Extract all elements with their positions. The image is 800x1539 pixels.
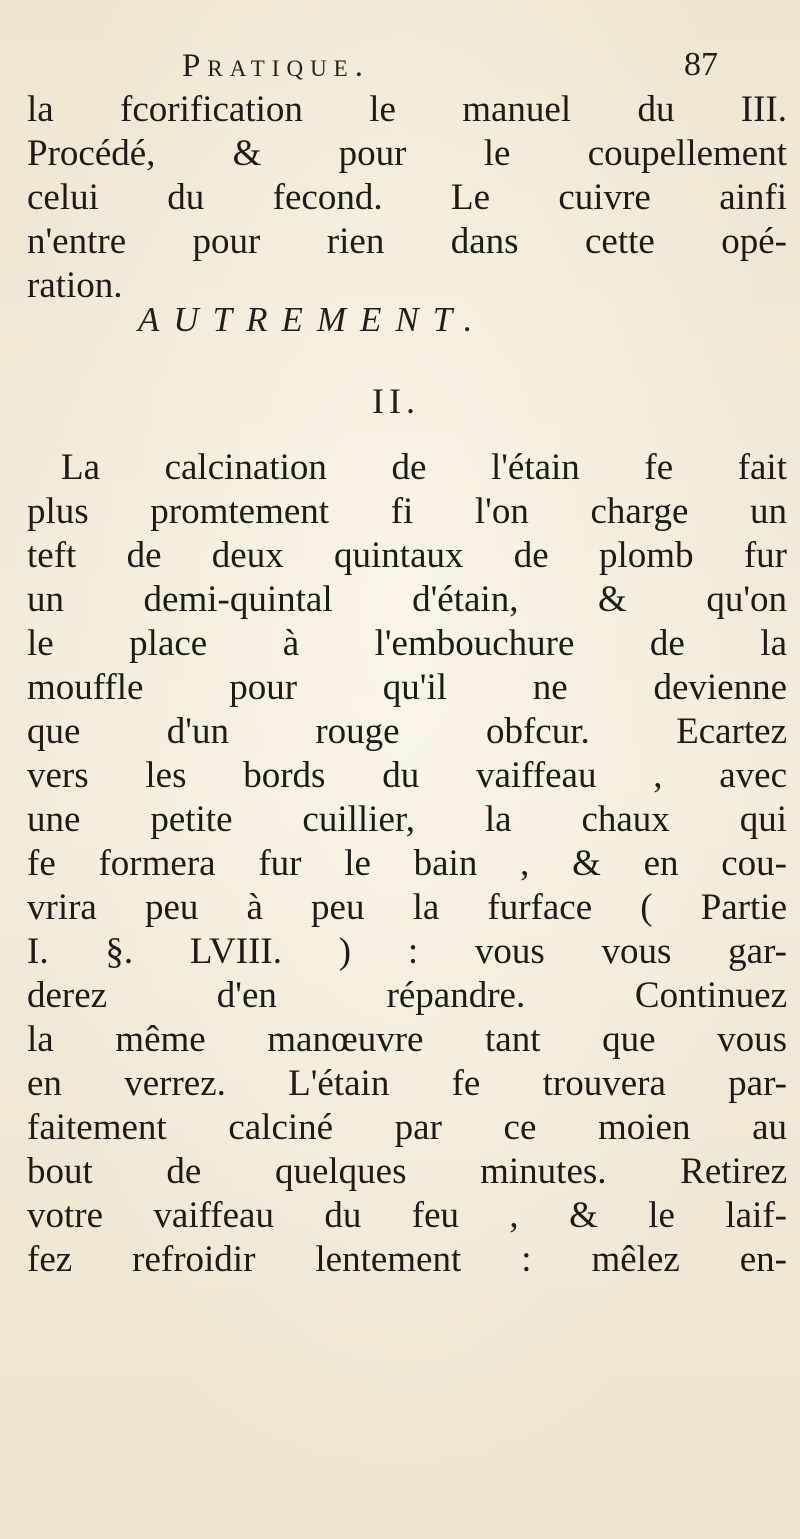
text-line: mouffle pour qu'il ne devienne (27, 667, 787, 708)
running-head-title: Pratique. (182, 48, 370, 84)
paragraph-continuation (27, 88, 787, 308)
text-line: faitement calciné par ce moien au (27, 1107, 787, 1148)
text-line: la même manœuvre tant que vous (27, 1019, 787, 1060)
section-heading: AUTREMENT. (138, 300, 487, 339)
text-line: ration. (27, 265, 123, 306)
text-line: vers les bords du vaiffeau , avec (27, 755, 787, 796)
text-line: la fcorification le manuel du III. (27, 89, 787, 130)
text-line: en verrez. L'étain fe trouvera par- (27, 1063, 787, 1104)
text-line: bout de quelques minutes. Retirez (27, 1151, 787, 1192)
text-line: un demi-quintal d'étain, & qu'on (27, 579, 787, 620)
text-line: derez d'en répandre. Continuez (27, 975, 787, 1016)
text-line: que d'un rouge obfcur. Ecartez (27, 711, 787, 752)
text-line: teft de deux quintaux de plomb fur (27, 535, 787, 576)
text-line: fe formera fur le bain , & en cou- (27, 843, 787, 884)
text-line: votre vaiffeau du feu , & le laif- (27, 1195, 787, 1236)
text-line: La calcination de l'étain fe fait (61, 447, 787, 488)
page-number: 87 (684, 46, 718, 83)
text-line: vrira peu à peu la furface ( Partie (27, 887, 787, 928)
text-line: fez refroidir lentement : mêlez en- (27, 1239, 787, 1280)
text-line: celui du fecond. Le cuivre ainfi (27, 177, 787, 218)
text-line: I. §. LVIII. ) : vous vous gar- (27, 931, 787, 972)
text-line: le place à l'embouchure de la (27, 623, 787, 664)
text-line: Procédé, & pour le coupellement (27, 133, 787, 174)
text-line: une petite cuillier, la chaux qui (27, 799, 787, 840)
section-number: II. (372, 381, 420, 421)
text-line: plus promtement fi l'on charge un (27, 491, 787, 532)
text-line: n'entre pour rien dans cette opé- (27, 221, 787, 262)
paragraph-main (27, 446, 787, 1282)
